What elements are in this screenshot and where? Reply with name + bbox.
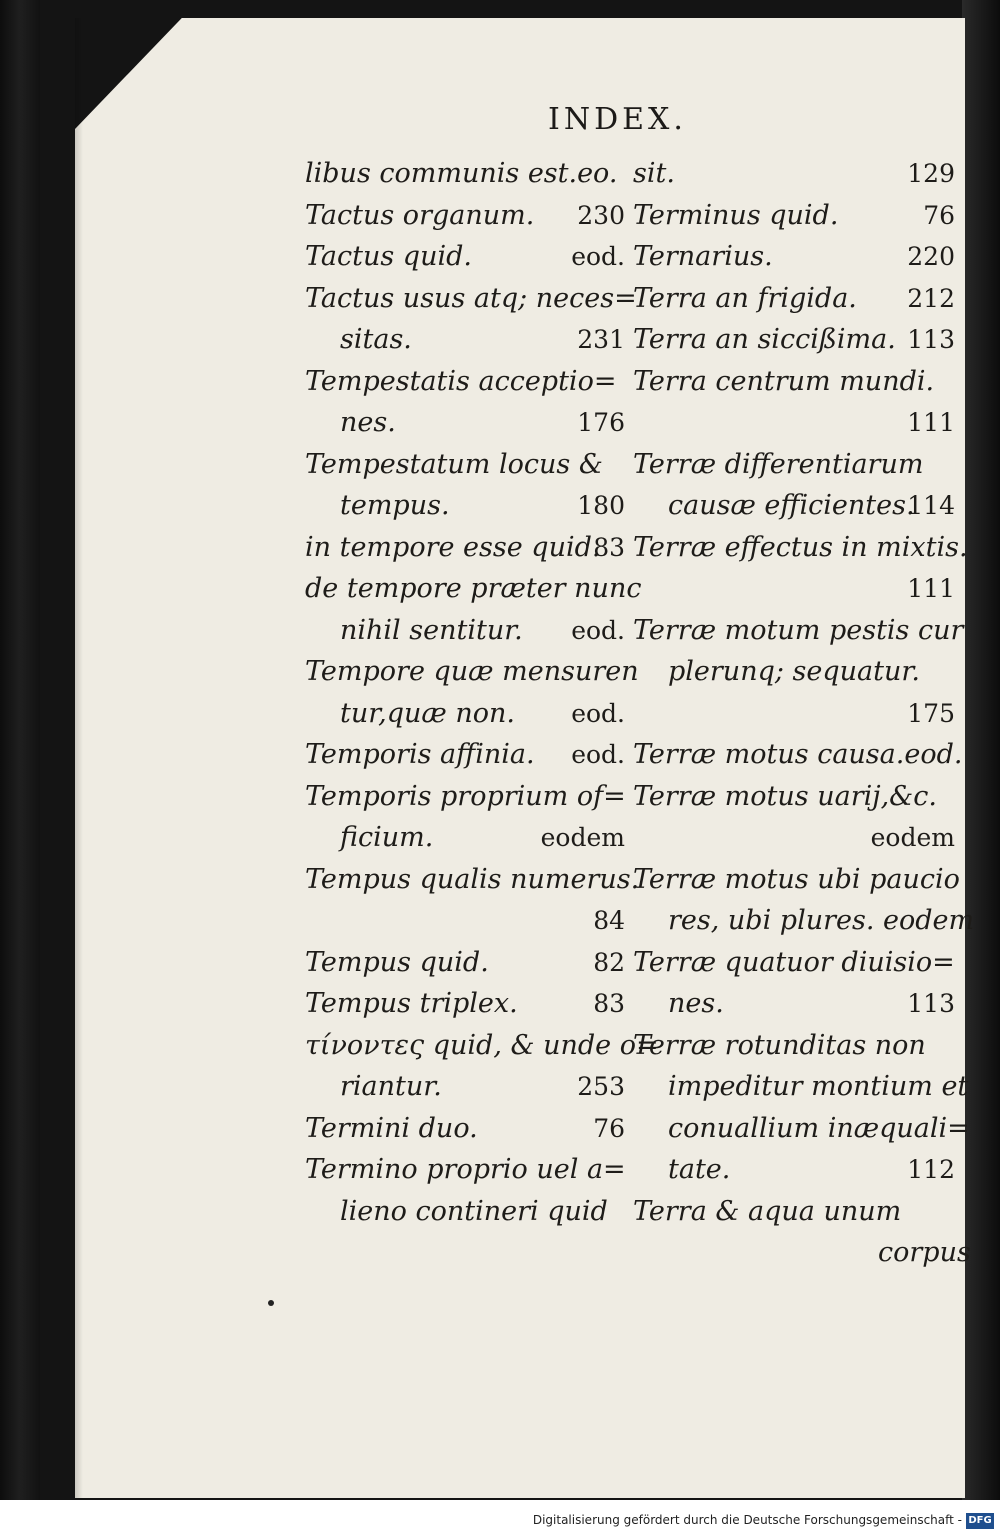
index-entry: Terra centrum mundi. xyxy=(633,365,935,397)
index-entry: Tempus qualis numerus. xyxy=(305,863,640,895)
index-entry: tempus. xyxy=(340,490,450,521)
index-page-number: 175 xyxy=(907,698,955,728)
page-heading: INDEX. xyxy=(548,102,687,137)
index-entry: lieno contineri quid xyxy=(340,1195,608,1227)
index-entry: nes. xyxy=(340,407,396,438)
index-page-number: 212 xyxy=(907,283,955,313)
index-page-number: eod. xyxy=(571,242,625,271)
index-entry: causæ efficientes. xyxy=(668,490,915,521)
index-entry: Tempestatum locus & xyxy=(305,448,603,480)
index-page-number: 76 xyxy=(923,200,955,230)
index-page-number: 83 xyxy=(593,532,625,562)
index-entry: Terra an frigida. xyxy=(633,282,857,314)
index-entry: Tactus organum. xyxy=(305,199,535,231)
index-entry: tate. xyxy=(668,1154,731,1185)
index-entry: Tempus quid. xyxy=(305,946,489,978)
index-entry: Terminus quid. xyxy=(633,199,839,231)
index-entry: Terræ motus ubi paucio xyxy=(633,863,960,895)
footer-credit: Digitalisierung gefördert durch die Deutsche Forschungsgemeinschaft - xyxy=(532,1513,962,1527)
index-page-number: eod. xyxy=(571,615,625,645)
index-entry: libus communis est.eo. xyxy=(305,158,618,189)
index-page-number: 114 xyxy=(907,491,955,520)
index-page-number: eodem xyxy=(870,823,955,852)
index-page-number: 113 xyxy=(907,989,955,1018)
index-entry: Termini duo. xyxy=(305,1112,478,1144)
index-page-number: 82 xyxy=(593,947,625,977)
index-page-number: 83 xyxy=(593,989,625,1018)
index-page-number: 111 xyxy=(907,574,955,603)
index-entry: sitas. xyxy=(340,324,412,355)
index-entry: nes. xyxy=(668,988,724,1019)
index-page-number: 231 xyxy=(577,325,625,354)
scan-background-right xyxy=(962,0,1000,1500)
index-entry: Temporis proprium of= xyxy=(305,780,626,812)
index-entry: Tempus triplex. xyxy=(305,988,518,1019)
index-page-number: 176 xyxy=(577,408,625,437)
index-page-number: 129 xyxy=(907,159,955,188)
index-page-number: 113 xyxy=(907,325,955,354)
index-entry: Ternarius. xyxy=(633,241,773,272)
index-page-number: 111 xyxy=(907,408,955,437)
index-entry: tur,quæ non. xyxy=(340,697,516,729)
index-entry: riantur. xyxy=(340,1071,442,1102)
index-page-number: 180 xyxy=(577,491,625,520)
index-entry: plerunq; sequatur. xyxy=(668,656,920,687)
page-shadow xyxy=(75,18,83,1498)
index-page-number: 253 xyxy=(577,1072,625,1101)
index-entry: Terræ motus uarij,&c. xyxy=(633,780,937,812)
index-page-number: 84 xyxy=(593,906,625,935)
footer-bar xyxy=(0,1500,1000,1537)
index-entry: Terræ motus causa.eod. xyxy=(633,739,963,770)
index-entry: impeditur montium et xyxy=(668,1071,969,1102)
index-page-number: 76 xyxy=(593,1113,625,1143)
index-entry: conuallium inæquali= xyxy=(668,1112,970,1144)
index-entry: res, ubi plures. eodem xyxy=(668,905,975,936)
index-entry: Tempestatis acceptio= xyxy=(305,365,617,397)
index-entry: Terræ motum pestis cur xyxy=(633,614,964,646)
index-page-number: 112 xyxy=(907,1155,955,1184)
index-entry: τίνοντες quid, & unde o= xyxy=(305,1029,659,1061)
index-entry: nihil sentitur. xyxy=(340,614,523,646)
index-entry: Tactus quid. xyxy=(305,241,472,272)
index-page-number: 230 xyxy=(577,200,625,230)
index-entry: Terræ rotunditas non xyxy=(633,1029,926,1061)
index-entry: Terræ quatuor diuisio= xyxy=(633,946,955,978)
index-entry: Tempore quæ mensuren xyxy=(305,656,639,687)
index-entry: Terra an siccißima. xyxy=(633,324,896,355)
index-entry: Termino proprio uel a= xyxy=(305,1154,626,1185)
ink-dot xyxy=(268,1300,274,1306)
index-entry: Terræ effectus in mixtis. xyxy=(633,531,968,563)
index-page-number: 220 xyxy=(907,242,955,271)
dfg-logo: DFG xyxy=(966,1513,994,1529)
index-page-number: eod. xyxy=(571,698,625,728)
index-entry: corpus xyxy=(878,1237,971,1268)
index-entry: in tempore esse quid. xyxy=(305,531,601,563)
scan-background-left xyxy=(0,0,40,1537)
index-page-number: eodem xyxy=(540,823,625,852)
index-page-number: eod. xyxy=(571,740,625,769)
index-entry: ficium. xyxy=(340,822,434,853)
index-entry: Tactus usus atq; neces= xyxy=(305,282,637,314)
index-entry: Temporis affinia. xyxy=(305,739,535,770)
index-entry: de tempore præter nunc xyxy=(305,573,642,604)
index-entry: Terræ differentiarum xyxy=(633,448,924,480)
index-entry: sit. xyxy=(633,158,675,189)
index-entry: Terra & aqua unum xyxy=(633,1195,902,1227)
